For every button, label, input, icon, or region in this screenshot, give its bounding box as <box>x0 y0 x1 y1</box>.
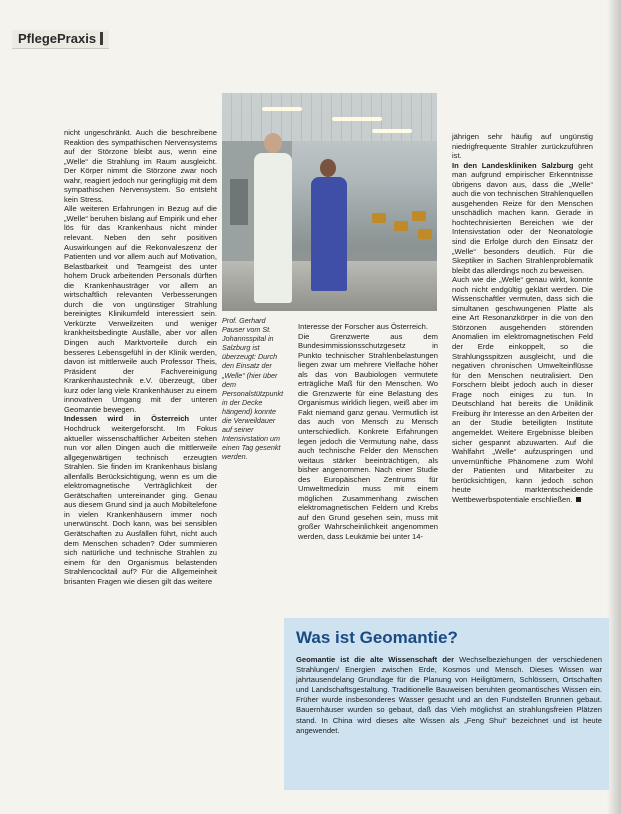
text-column-1 <box>64 128 217 586</box>
photo-chair <box>412 211 426 221</box>
info-box <box>284 618 609 790</box>
col1-paragraph-3-text: unter Hochdruck weitergeforscht. Im Fokus aktueller wissenschaftlicher Arbeiten stehen nun vor allen Dingen auch die mittlerweile allgegenwärtigen technisch erzeugten Strahlen. Sie finden im Krankenhaus bislang allenfalls Berücksichtigung, wenn es um die elektromagnetische Verträglichkeit der Gerätschaften untereinander ging. Genau aus diesem Grund sind ja auch Mobiltelefone in vielen Krankenhäusern immer noch unerwünscht. Doch kann, was bei sensiblen Gerätschaften zu Ausfällen führt, nicht auch dem Menschen schaden? Oder summieren sich natürliche und technische Strahlen zu einem für den Organismus belastenden Strahlencocktail auf? Für die Allgemeinheit brisanten Fragen wie diesen gilt das weitere <box>64 414 217 586</box>
photo-ceiling-light <box>332 117 382 121</box>
info-box-lead: Geomantie ist die alte Wissenschaft der <box>296 655 455 664</box>
col1-paragraph-3 <box>64 414 217 586</box>
col3-paragraph-2 <box>452 161 593 276</box>
col3-paragraph-1: jährigen sehr häufig auf ungünstig niedrigfrequente Strahler zurückzuführen ist. <box>452 132 593 161</box>
photo-caption: Prof. Gerhard Pauser vom St. Johannsspital in Salzburg ist überzeugt: Durch den Einsatz der „Welle“ (hier über dem Personalstützpunkt in der Decke hängend) konnte die Verweildauer auf seiner Intensivstation um einen Tag gesenkt werden. <box>222 316 284 462</box>
col2-paragraph-2: Die Grenzwerte aus dem Bundesimmissionsschutzgesetz in Punkto technischer Strahlenbelastungen liegen zwar um mehrere Vielfache höher als das von Baubiologen vermutete erträgliche Maß für den Menschen. Wo die Grenzwerte für eine Belastung des Organismus wirklich liegen, weiß aber im Fakt niemand ganz genau. Vermutlich ist das auch von Mensch zu Mensch unterschiedlich. Konkrete Erfahrungen legen jedoch die Vermutung nahe, dass auch technische Felder den Menschen weitaus stärker beeinträchtigen, als bisher angenommen. Nach einer Studie des Europäischen Zentrums für Umweltmedizin muss mit einem möglichen Zusammenhang zwischen elektromagnetischen Feldern und Krebs auf den Grund gesehen sein, muss mit großer Wahrscheinlichkeit angenommen werden, dass Leukämie bei unter 14- <box>298 331 438 542</box>
col3-lead: In den Landeskliniken Salzburg <box>452 160 574 170</box>
col3-paragraph-3-text: Auch wie die „Welle“ genau wirkt, konnte noch nicht endgültig geklärt werden. Die Wissenschaftler vermuten, dass sich die simultanen geschwungenen Platte als eine Art Resonanzkörper in die von den Störzonen ausgehenden störenden Anomalien im elektromagnetischen Feld der Erde einkoppelt, so die Strahlungsspitzen ausgleicht, und die negativen chronischen Umwelteinflüsse für den Menschen neutralisiert. Den Forschern bleibt jedoch auch in dieser Frage noch einiges zu tun. In Deutschland hat bereits die Uniklinik Freiburg ihr Interesse an den Arbeiten der an der Studie beteiligten Institute angemeldet. Weitere Ergebnisse bleiben sicher gespannt abzuwarten. Auf die Wahlfahrt „Welle“ aufzuspringen und unvernünftiche Phänomene zum Wohl der Patienten und Mitarbeiter zu berücksichtigen, kann jedoch schon heute marktentscheidende Wettbewerbspotentiale erschließen. <box>452 275 593 504</box>
photo-ceiling-light <box>262 107 302 111</box>
photo-person-in-scrubs <box>310 159 348 291</box>
section-title: PflegePraxis <box>18 31 97 46</box>
article-photo <box>222 93 437 311</box>
col1-lead: Indessen wird in Österreich <box>64 414 190 424</box>
info-box-text <box>296 655 602 736</box>
article-end-icon <box>576 497 581 502</box>
photo-chair <box>372 213 386 223</box>
col3-paragraph-3 <box>452 275 593 504</box>
text-column-2 <box>298 322 438 542</box>
col1-paragraph-1: nicht ungeschränkt. Auch die beschreibene Reaktion des sympathischen Nervensystems auf der Störzone bleibt aus, wenn eine „Welle“ die Strahlung im Raum ausgleicht. Der Körper nimmt die Störzone zwar noch wahr, reagiert jedoch nur geringfügig mit dem sympathischen Nervensystem. So entsteht kein Stress. <box>64 128 217 204</box>
photo-chair <box>394 221 408 231</box>
photo-person-in-white <box>252 133 294 303</box>
page-binding-shadow <box>607 0 621 814</box>
col1-paragraph-2: Alle weiteren Erfahrungen in Bezug auf die „Welle“ beruhen bislang auf Empirik und eher lös für das Krankenhaus nicht minder relevant. Neben den sehr positiven Auswirkungen auf die Rekonvaleszenz der Patienten und vor allem auch auf Motivation, Belastbarkeit und Teamgeist des unter hohem Druck arbeitenden Personals dürften die Krankenhausträger vor allem an wirtschaftlich relevanten Verbesserungen durch die von ungünstiger Strahlung bereinigtes Klinikumfeld interessiert sein. Verkürzte Verweilzeiten und weniger krankheitsbedingte Ausfälle, aber vor allen Dingen auch Marktvorteile durch ein besseres Lebensgefühl in der Klinik werden, davon ist mittlerweile auch Professor Theis, Präsident der Fachvereinigung Krankenhaustechnik e.V. überzeugt, über kurz oder lang viele Krankenhäuser zu einem innovativen Umgang mit der unteren Geomantie bewegen. <box>64 204 217 414</box>
header-bar-icon <box>100 32 103 45</box>
col3-paragraph-2-text: geht man aufgrund empirischer Erkenntnisse übrigens davon aus, dass die „Welle“ auch die von technischen Strahlenquellen ausgehenden Reize für den Menschen unschädlich machen kann. Gerade in hochtechnisierten Bereichen wie der Intensivstation oder der Neonatologie sind die Erfolge durch den Einsatz der „Welle“ besonders deutlich. Für die Skeptiker in Sachen Strahlenproblematik bleibt das allerdings noch zu beweisen. <box>452 160 593 275</box>
info-box-body: Wechselbeziehungen der verschiedenen Strahlungen/ Energien zwischen Erde, Kosmos und Mensch. Dieses Wissen war jahrtausendelang Grundlage für die Planung von Heiligtümern, Schlössern, Ortschaften und Landschaftsgestaltung. Traditionelle Bauweisen beruhten geomantisches Wissen ein. Früher wurde insbesonderes Wasser gesucht und an den Fundstellen Brunnen gebaut. Bauernhäuser wurden so gebaut, daß das Vieh möglichst an strahlungsfreien Plätzen stand. In China wird dieses alte Wissen als „Feng Shui“ bezeichnet und ist heute angewendet. <box>296 655 603 735</box>
col2-paragraph-1: Interesse der Forscher aus Österreich. <box>298 322 428 331</box>
photo-chair <box>418 229 432 239</box>
text-column-3 <box>452 132 593 504</box>
info-box-title: Was ist Geomantie? <box>296 628 458 647</box>
photo-ceiling-light <box>372 129 412 133</box>
photo-door <box>230 179 248 225</box>
section-header <box>12 30 109 49</box>
